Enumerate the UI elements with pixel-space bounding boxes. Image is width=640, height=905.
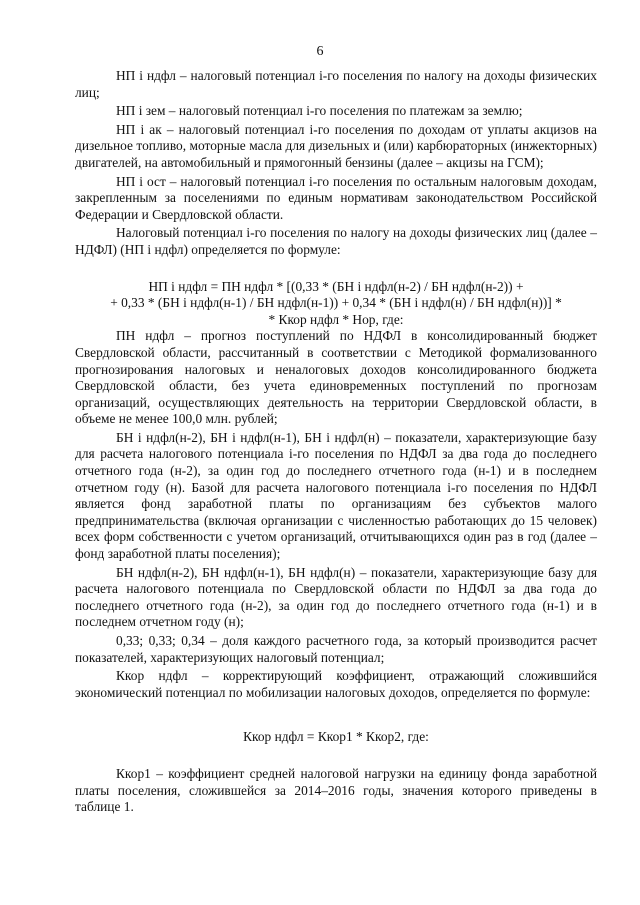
definition-shares: 0,33; 0,33; 0,34 – доля каждого расчетного года, за который производится расчет показателей, характеризующих налоговый потенциал; (75, 633, 597, 665)
definition-pn-ndfl: ПН ндфл – прогноз поступлений по НДФЛ в консолидированный бюджет Свердловской области, рассчитанный в соответствии с Методикой формализованного прогнозирования налоговых и неналоговых доходов консолидированного бюджета Свердловской области, без учета единовременных поступлений по прогнозам организаций, осуществляющих деятельность на территории Свердловской области, в объеме не менее 100,0 млн. рублей; (75, 328, 597, 427)
formula-line: НП i ндфл = ПН ндфл * [(0,33 * (БН i ндфл(н-2) / БН ндфл(н-2)) + (148, 278, 524, 294)
definition-bn-ndfl: БН ндфл(н-2), БН ндфл(н-1), БН ндфл(н) – показатели, характеризующие базу для расчета налогового потенциала по Свердловской области по НДФЛ за два года до последнего отчетного года (н-2), за один год до последнего отчетного года (н-1) и в последнем отчетном году (н); (75, 564, 597, 630)
definition-kkor1: Ккор1 – коэффициент средней налоговой нагрузки на единицу фонда заработной платы поселения, сложившейся за 2014–2016 годы, значения которого приведены в таблице 1. (75, 765, 597, 815)
definition-np-ndfl: НП i ндфл – налоговый потенциал i-го поселения по налогу на доходы физических лиц; (75, 68, 597, 100)
formula-np-ndfl (75, 279, 597, 329)
definition-bn-i-ndfl: БН i ндфл(н-2), БН i ндфл(н-1), БН i ндфл(н) – показатели, характеризующие базу для расчета налогового потенциала i-го поселения по НДФЛ за два года до последнего отчетного года (н-2), за один год до последнего отчетного года (н-1) и в последнем отчетном году (н). Базой для расчета налогового потенциала i-го поселения по НДФЛ является фонд заработной платы по организациям без субъектов малого предпринимательства (включая организации с численностью работающих до 15 человек) всех форм собственности с учетом организаций, отчитывающихся один раз в год (далее – фонд заработной платы поселения); (75, 429, 597, 562)
intro-ndfl-formula: Налоговый потенциал i-го поселения по налогу на доходы физических лиц (далее – НДФЛ) (НП i ндфл) определяется по формуле: (75, 225, 597, 257)
definition-np-zem: НП i зем – налоговый потенциал i-го поселения по платежам за землю; (116, 103, 523, 119)
definition-kkor-ndfl: Ккор ндфл – корректирующий коэффициент, отражающий сложившийся экономический потенциал по мобилизации налоговых доходов, определяется по формуле: (75, 668, 597, 700)
formula-kkor-ndfl: Ккор ндфл = Ккор1 * Ккор2, где: (243, 729, 429, 745)
document-body (75, 68, 597, 816)
definition-np-ak: НП i ак – налоговый потенциал i-го поселения по доходам от уплаты акцизов на дизельное топливо, моторные масла для дизельных и (или) карбюраторных (инжекторных) двигателей, на автомобильный и прямогонный бензины (далее – акцизы на ГСМ); (75, 121, 597, 170)
definition-np-ost: НП i ост – налоговый потенциал i-го поселения по остальным налоговым доходам, закрепленным за поселениями по единым нормативам законодательством Российской Федерации и Свердловской области. (75, 173, 597, 222)
formula-line: + 0,33 * (БН i ндфл(н-1) / БН ндфл(н-1)) + 0,34 * (БН i ндфл(н) / БН ндфл(н))] * (110, 295, 562, 311)
page-number: 6 (316, 44, 324, 59)
formula-line: * Ккор ндфл * Нор, где: (268, 311, 404, 327)
